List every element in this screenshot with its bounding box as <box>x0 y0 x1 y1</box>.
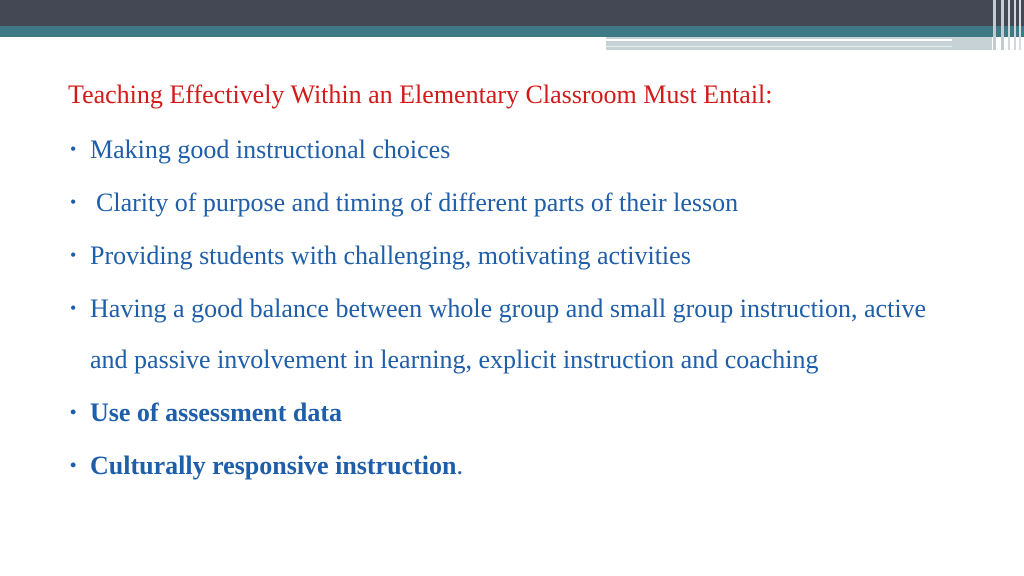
list-item <box>68 387 948 438</box>
decorative-rail <box>1014 0 1016 50</box>
decorative-rail <box>1008 0 1010 50</box>
list-item-text: Use of assessment data <box>90 398 343 427</box>
slide-heading: Teaching Effectively Within an Elementary Classroom Must Entail: <box>68 80 773 109</box>
top-band-accent-line <box>606 46 952 47</box>
list-item-text: Making good instructional choices <box>90 135 451 164</box>
top-band-dark <box>0 0 1024 26</box>
top-band-teal <box>0 26 1024 37</box>
decorative-rail <box>993 0 996 50</box>
list-item-text: Providing students with challenging, motivating activities <box>90 241 691 270</box>
list-item <box>68 124 948 175</box>
list-item <box>68 283 948 385</box>
decorative-rail <box>1001 0 1004 50</box>
list-item-text: Clarity of purpose and timing of different parts of their lesson <box>96 188 739 217</box>
bullet-icon: • <box>70 402 77 422</box>
list-item <box>68 177 948 228</box>
bullet-icon: • <box>70 298 77 318</box>
decorative-rail <box>1019 0 1021 50</box>
bullet-icon: • <box>70 455 77 475</box>
bullet-list <box>68 124 948 493</box>
list-item <box>68 230 948 281</box>
bullet-icon: • <box>70 245 77 265</box>
bullet-icon: • <box>70 192 77 212</box>
list-item-suffix: . <box>456 451 463 480</box>
list-item-text: Culturally responsive instruction <box>90 451 457 480</box>
bullet-icon: • <box>70 139 77 159</box>
list-item <box>68 440 948 491</box>
list-item-text: Having a good balance between whole group and small group instruction, active and passive involvement in learning, explicit instruction and coaching <box>90 294 927 374</box>
top-band-accent-line <box>606 39 952 41</box>
